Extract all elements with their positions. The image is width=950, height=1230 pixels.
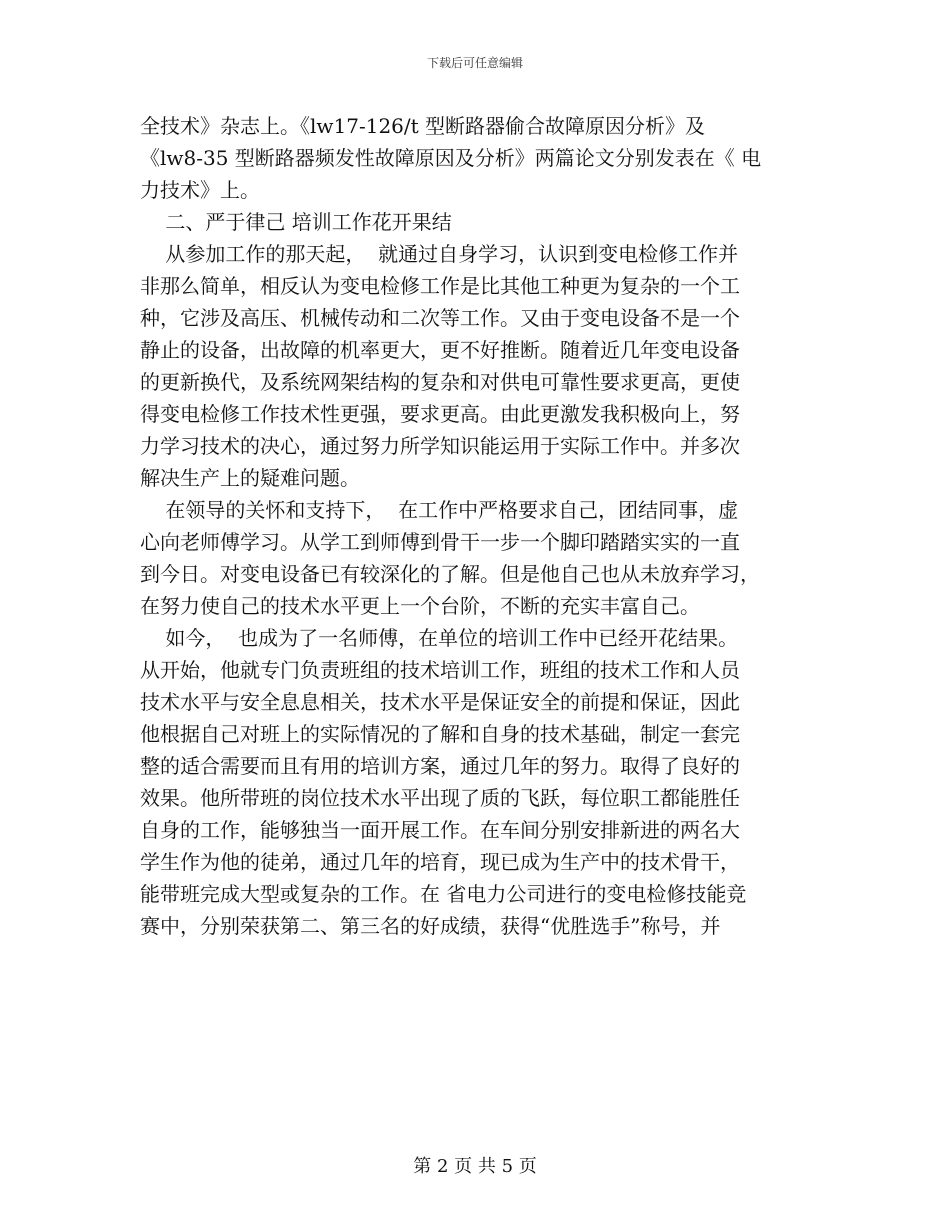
section-heading: 二、严于律己 培训工作花开果结 bbox=[140, 210, 452, 234]
text-line: 静止的设备，出故障的机率更大，更不好推断。随着近几年变电设备 bbox=[140, 338, 740, 362]
text-line: 心向老师傅学习。从学工到师傅到骨干一步一个脚印踏踏实实的一直 bbox=[140, 530, 740, 554]
text-line: 学生作为他的徒弟，通过几年的培育，现已成为生产中的技术骨干， bbox=[140, 850, 740, 874]
text-line: 从参加工作的那天起， 就通过自身学习，认识到变电检修工作并 bbox=[140, 242, 739, 266]
text-line: 自身的工作，能够独当一面开展工作。在车间分别安排新进的两名大 bbox=[140, 818, 740, 842]
text-line: 能带班完成大型或复杂的工作。在 省电力公司进行的变电检修技能竞 bbox=[140, 882, 747, 906]
text-line: 他根据自己对班上的实际情况的了解和自身的技术基础，制定一套完 bbox=[140, 722, 740, 746]
text-line: 《lw8-35 型断路器频发性故障原因及分析》两篇论文分别发表在《 电 bbox=[140, 146, 762, 170]
text-line: 解决生产上的疑难问题。 bbox=[140, 466, 360, 490]
text-line: 得变电检修工作技术性更强，要求更高。由此更激发我积极向上，努 bbox=[140, 402, 740, 426]
text-line: 技术水平与安全息息相关，技术水平是保证安全的前提和保证，因此 bbox=[140, 690, 740, 714]
text-line: 非那么简单，相反认为变电检修工作是比其他工种更为复杂的一个工 bbox=[140, 274, 740, 298]
text-line: 效果。他所带班的岗位技术水平出现了质的飞跃，每位职工都能胜任 bbox=[140, 786, 740, 810]
text-line: 力学习技术的决心，通过努力所学知识能运用于实际工作中。并多次 bbox=[140, 434, 740, 458]
text-line: 力技术》上。 bbox=[140, 178, 260, 202]
text-line: 如今， 也成为了一名师傅，在单位的培训工作中已经开花结果。 bbox=[140, 626, 739, 650]
text-line: 整的适合需要而且有用的培训方案，通过几年的努力。取得了良好的 bbox=[140, 754, 740, 778]
text-line: 在领导的关怀和支持下， 在工作中严格要求自己，团结同事，虚 bbox=[140, 498, 739, 522]
document-body bbox=[140, 110, 820, 942]
page-number: 第 2 页 共 5 页 bbox=[413, 1156, 537, 1177]
text-line: 种，它涉及高压、机械传动和二次等工作。又由于变电设备不是一个 bbox=[140, 306, 740, 330]
text-line: 在努力使自己的技术水平更上一个台阶，不断的充实丰富自己。 bbox=[140, 594, 700, 618]
text-line: 赛中，分别荣获第二、第三名的好成绩，获得“优胜选手”称号，并 bbox=[140, 914, 721, 938]
text-line: 到今日。对变电设备已有较深化的了解。但是他自己也从未放弃学习， bbox=[140, 562, 760, 586]
text-line: 的更新换代，及系统网架结构的复杂和对供电可靠性要求更高，更使 bbox=[140, 370, 740, 394]
page-header: 下载后可任意编辑 bbox=[426, 56, 523, 70]
text-line: 从开始，他就专门负责班组的技术培训工作，班组的技术工作和人员 bbox=[140, 658, 740, 682]
text-line: 全技术》杂志上。《lw17-126/t 型断路器偷合故障原因分析》及 bbox=[140, 114, 706, 138]
